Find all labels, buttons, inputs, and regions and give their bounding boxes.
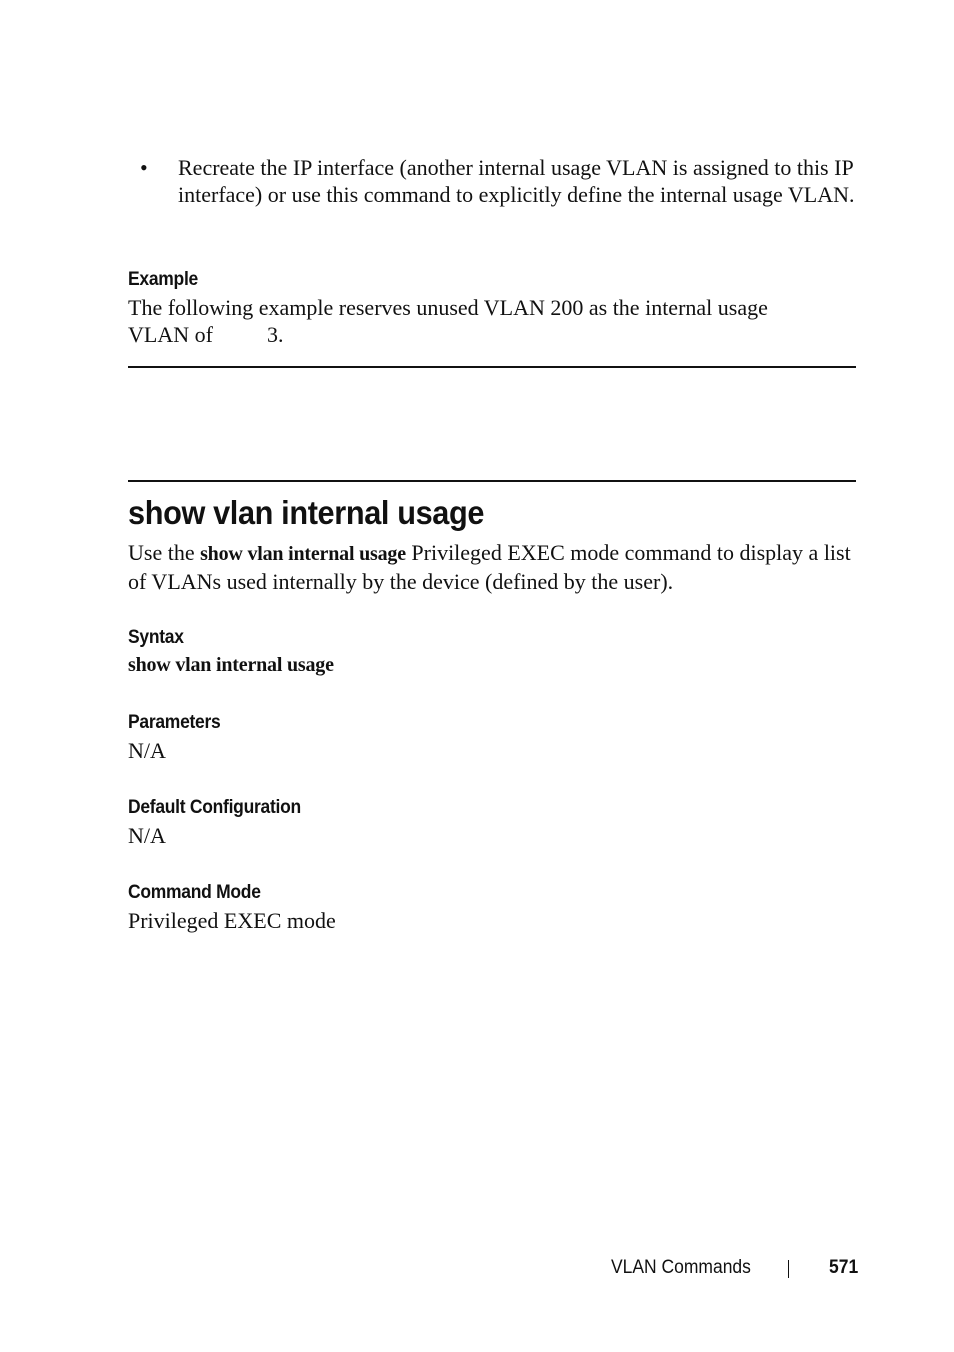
section-description bbox=[128, 539, 868, 595]
default-configuration-value: N/A bbox=[128, 823, 166, 848]
example-text-line-1: The following example reserves unused VLAN 200 as the internal usage bbox=[128, 295, 768, 320]
command-mode-value: Privileged EXEC mode bbox=[128, 908, 336, 933]
default-configuration-heading: Default Configuration bbox=[128, 797, 301, 818]
command-mode-heading: Command Mode bbox=[128, 882, 261, 903]
section-divider-top bbox=[128, 480, 856, 482]
description-command: show vlan internal usage bbox=[200, 543, 406, 565]
example-text-vlan-of: VLAN of bbox=[128, 322, 213, 347]
example-text-suffix: 3. bbox=[266, 322, 284, 347]
section-divider-bottom bbox=[128, 366, 856, 368]
footer-page-number: 571 bbox=[829, 1257, 859, 1278]
section-title: show vlan internal usage bbox=[128, 494, 485, 531]
parameters-value: N/A bbox=[128, 738, 166, 763]
parameters-heading: Parameters bbox=[128, 712, 221, 733]
example-text-line-2 bbox=[128, 321, 283, 348]
example-heading: Example bbox=[128, 269, 198, 290]
bullet-marker: • bbox=[140, 155, 148, 180]
description-suffix: Privileged EXEC mode command to display a list of VLANs used internally by the device (defined by the user). bbox=[128, 540, 851, 594]
syntax-value: show vlan internal usage bbox=[128, 654, 334, 676]
syntax-heading: Syntax bbox=[128, 627, 184, 648]
footer-separator bbox=[788, 1260, 789, 1278]
footer-section-name: VLAN Commands bbox=[611, 1257, 751, 1278]
bullet-text: Recreate the IP interface (another internal usage VLAN is assigned to this IP interface) or use this command to explicitly define the internal usage VLAN. bbox=[178, 155, 855, 207]
description-prefix: Use the bbox=[128, 540, 201, 565]
